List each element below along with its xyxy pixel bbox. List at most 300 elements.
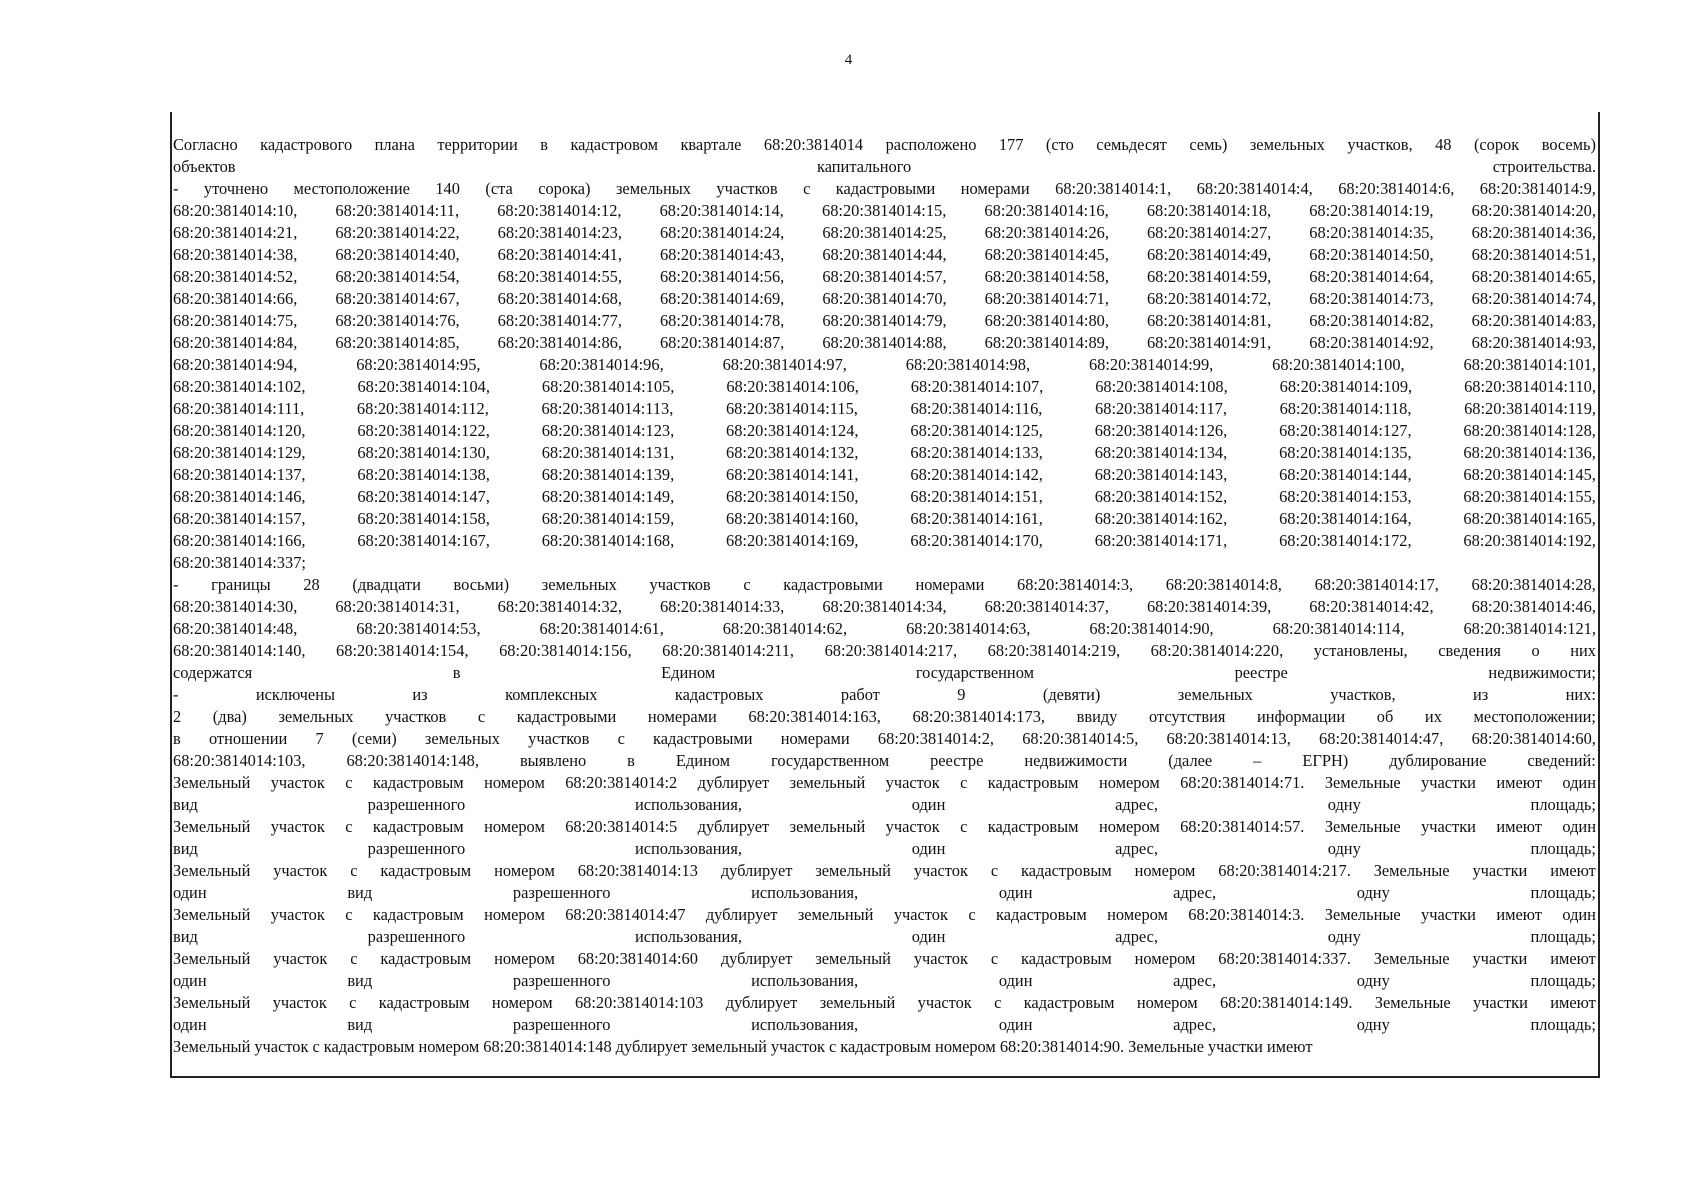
word: 68:20:3814014:163, bbox=[748, 707, 881, 726]
word: участок bbox=[273, 949, 328, 968]
word: использования, bbox=[751, 971, 859, 990]
word: 68:20:3814014:38, bbox=[173, 245, 298, 264]
word: 68:20:3814014:153, bbox=[1279, 487, 1412, 506]
paragraph bbox=[173, 816, 1596, 860]
word: их bbox=[1424, 707, 1442, 726]
text-line bbox=[173, 882, 1596, 904]
text-line bbox=[173, 992, 1596, 1014]
word: один bbox=[1562, 905, 1596, 924]
word: 68:20:3814014:149. bbox=[1219, 993, 1353, 1012]
word: вид bbox=[173, 795, 198, 814]
word: работ bbox=[840, 685, 880, 704]
word: земельный bbox=[691, 1037, 767, 1056]
word: реестре bbox=[930, 751, 984, 770]
word: 68:20:3814014:75, bbox=[173, 311, 298, 330]
word: 9 bbox=[957, 685, 966, 704]
word: 68:20:3814014:148 bbox=[483, 1037, 612, 1056]
word: 68:20:3814014:98, bbox=[905, 355, 1031, 374]
text-line bbox=[173, 486, 1596, 508]
word: один bbox=[1562, 817, 1596, 836]
word: один bbox=[998, 1015, 1033, 1034]
word: 68:20:3814014:23, bbox=[497, 223, 622, 242]
word: Земельный bbox=[173, 993, 251, 1012]
word: 68:20:3814014:96, bbox=[539, 355, 664, 374]
word: отношении bbox=[208, 729, 288, 748]
word: в bbox=[540, 135, 549, 154]
word: – bbox=[1253, 751, 1262, 770]
text-line bbox=[173, 134, 1596, 156]
word: 68:20:3814014:17, bbox=[1314, 575, 1439, 594]
word: с bbox=[345, 773, 353, 792]
word: о bbox=[1531, 641, 1540, 660]
word: сведения bbox=[1438, 641, 1501, 660]
word: с bbox=[990, 861, 999, 880]
word: Земельный bbox=[173, 861, 251, 880]
word: 68:20:3814014:80, bbox=[984, 311, 1109, 330]
word: земельных bbox=[615, 179, 691, 198]
word: номером bbox=[494, 949, 555, 968]
word: номером bbox=[418, 1037, 480, 1056]
word: 68:20:3814014:50, bbox=[1309, 245, 1434, 264]
text-line bbox=[173, 596, 1596, 618]
word: 68:20:3814014:116, bbox=[910, 399, 1043, 418]
word: 68:20:3814014:122, bbox=[357, 421, 490, 440]
word: номером bbox=[1134, 861, 1196, 880]
word: об bbox=[1376, 707, 1394, 726]
word: имеют bbox=[1550, 993, 1596, 1012]
word: комплексных bbox=[505, 685, 598, 704]
word: из bbox=[1472, 685, 1489, 704]
word: земельный bbox=[797, 905, 874, 924]
word: 68:20:3814014:31, bbox=[335, 597, 460, 616]
word: вид bbox=[347, 1015, 373, 1034]
word: номером bbox=[1134, 949, 1196, 968]
word: 68:20:3814014:128, bbox=[1463, 421, 1596, 440]
word: 2 bbox=[173, 707, 182, 726]
word: (двадцати bbox=[352, 575, 421, 594]
word: 68:20:3814014:64, bbox=[1309, 267, 1434, 286]
word: 68:20:3814014:3, bbox=[1017, 575, 1134, 594]
word: номерами bbox=[780, 729, 850, 748]
word: 68:20:3814014:86, bbox=[497, 333, 622, 352]
word: 68:20:3814014:33, bbox=[659, 597, 785, 616]
word: 68:20:3814014:220, bbox=[1150, 641, 1284, 660]
word: 68:20:3814014:154, bbox=[336, 641, 469, 660]
word: с bbox=[829, 1037, 837, 1056]
word: - bbox=[173, 685, 179, 704]
word: дублирует bbox=[725, 993, 798, 1012]
word: недвижимости bbox=[1024, 751, 1128, 770]
word: 68:20:3814014:219, bbox=[987, 641, 1121, 660]
word: с bbox=[617, 729, 625, 748]
word: 68:20:3814014:150, bbox=[726, 487, 859, 506]
word: 68:20:3814014:43, bbox=[659, 245, 785, 264]
word: с bbox=[803, 179, 811, 198]
word: 68:20:3814014:89, bbox=[984, 333, 1109, 352]
word: 68:20:3814014:57. bbox=[1180, 817, 1305, 836]
text-line bbox=[173, 288, 1596, 310]
word: 68:20:3814014:134, bbox=[1094, 443, 1228, 462]
word: 28 bbox=[303, 575, 320, 594]
word: с bbox=[968, 905, 976, 924]
word: участок bbox=[913, 861, 968, 880]
word: 68:20:3814014:217. bbox=[1218, 861, 1351, 880]
word: строительства. bbox=[1492, 157, 1596, 176]
word: номером bbox=[484, 905, 545, 924]
word: 68:20:3814014:63, bbox=[906, 619, 1031, 638]
word: Земельные bbox=[1324, 905, 1401, 924]
word: 68:20:3814014:30, bbox=[173, 597, 298, 616]
word: дублирует bbox=[720, 949, 793, 968]
word: местоположении; bbox=[1473, 707, 1596, 726]
text-line bbox=[173, 420, 1596, 442]
word: 177 bbox=[998, 135, 1024, 154]
text-line bbox=[173, 618, 1596, 640]
word: 68:20:3814014:217, bbox=[824, 641, 958, 660]
paragraph bbox=[173, 904, 1596, 948]
word: 68:20:3814014:13 bbox=[577, 861, 698, 880]
word: 68:20:3814014:5 bbox=[565, 817, 678, 836]
word: адрес, bbox=[1115, 927, 1158, 946]
word: границы bbox=[211, 575, 271, 594]
word: использования, bbox=[634, 927, 742, 946]
word: кадастровыми bbox=[783, 575, 883, 594]
word: 68:20:3814014:20, bbox=[1471, 201, 1596, 220]
word: восемь) bbox=[1541, 135, 1596, 154]
word: 68:20:3814014:60 bbox=[577, 949, 698, 968]
word: Земельные bbox=[1324, 817, 1401, 836]
word: 68:20:3814014:337. bbox=[1218, 949, 1351, 968]
word: дублирует bbox=[615, 1037, 688, 1056]
word: 68:20:3814014:167, bbox=[357, 531, 490, 550]
word: с bbox=[350, 861, 358, 880]
word: 68:20:3814014:171, bbox=[1094, 531, 1228, 550]
word: Земельный bbox=[173, 905, 251, 924]
word: 68:20:3814014:130, bbox=[357, 443, 490, 462]
word: с bbox=[345, 905, 353, 924]
word: земельных bbox=[1249, 135, 1325, 154]
text-line bbox=[173, 640, 1596, 662]
word: 68:20:3814014:123, bbox=[541, 421, 675, 440]
text-line bbox=[173, 1014, 1596, 1036]
word: 68:20:3814014:93, bbox=[1471, 333, 1596, 352]
word: 68:20:3814014:124, bbox=[726, 421, 859, 440]
paragraph bbox=[173, 574, 1596, 684]
word: семьдесят bbox=[1096, 135, 1167, 154]
word: площадь; bbox=[1530, 1015, 1596, 1034]
word: Земельный bbox=[173, 773, 251, 792]
word: 68:20:3814014:58, bbox=[984, 267, 1109, 286]
word: кадастровом bbox=[570, 135, 658, 154]
word: одну bbox=[1356, 883, 1390, 902]
word: одну bbox=[1327, 795, 1361, 814]
word: 68:20:3814014:158, bbox=[357, 509, 490, 528]
word: 68:20:3814014:65, bbox=[1471, 267, 1596, 286]
word: 68:20:3814014:146, bbox=[173, 487, 306, 506]
text-line bbox=[173, 552, 1596, 574]
text-line bbox=[173, 970, 1596, 992]
word: 68:20:3814014:11, bbox=[335, 201, 460, 220]
word: 68:20:3814014:168, bbox=[541, 531, 675, 550]
word: 68:20:3814014:90, bbox=[1089, 619, 1214, 638]
word: участки bbox=[1207, 1037, 1263, 1056]
word: имеют bbox=[1496, 905, 1542, 924]
word: один bbox=[998, 883, 1033, 902]
word: земельный bbox=[815, 861, 891, 880]
word: с bbox=[345, 817, 353, 836]
text-line bbox=[173, 200, 1596, 222]
word: с bbox=[960, 817, 968, 836]
word: площадь; bbox=[1530, 839, 1596, 858]
word: площадь; bbox=[1530, 971, 1596, 990]
word: 68:20:3814014:138, bbox=[357, 465, 490, 484]
word: участок bbox=[273, 861, 328, 880]
word: 68:20:3814014:81, bbox=[1146, 311, 1272, 330]
word: Земельные bbox=[1374, 993, 1451, 1012]
word: с bbox=[312, 1037, 320, 1056]
word: Едином bbox=[661, 663, 716, 682]
word: 68:20:3814014:45, bbox=[984, 245, 1109, 264]
word: один bbox=[998, 971, 1033, 990]
word: вид bbox=[173, 839, 198, 858]
page-number: 4 bbox=[844, 52, 853, 68]
word: адрес, bbox=[1173, 971, 1217, 990]
word: 68:20:3814014:107, bbox=[910, 377, 1044, 396]
word: вид bbox=[347, 971, 373, 990]
word: в bbox=[173, 729, 181, 748]
word: 68:20:3814014:173, bbox=[912, 707, 1045, 726]
word: номером bbox=[935, 1037, 996, 1056]
word: 68:20:3814014:60, bbox=[1471, 729, 1596, 748]
word: Земельные bbox=[1373, 949, 1450, 968]
word: территории bbox=[437, 135, 518, 154]
word: дублирует bbox=[697, 817, 770, 836]
word: 68:20:3814014:73, bbox=[1309, 289, 1434, 308]
word: 68:20:3814014:59, bbox=[1146, 267, 1272, 286]
word: Едином bbox=[675, 751, 731, 770]
word: 68:20:3814014:41, bbox=[497, 245, 622, 264]
word: участки bbox=[1472, 861, 1528, 880]
word: 68:20:3814014:143, bbox=[1094, 465, 1228, 484]
word: участок bbox=[917, 993, 972, 1012]
text-line bbox=[173, 244, 1596, 266]
word: разрешенного bbox=[367, 927, 466, 946]
word: участков bbox=[528, 729, 590, 748]
word: 68:20:3814014:67, bbox=[335, 289, 460, 308]
word: кадастровым bbox=[378, 993, 470, 1012]
text-line bbox=[173, 904, 1596, 926]
word: 68:20:3814014:135, bbox=[1279, 443, 1412, 462]
word: семь) bbox=[1189, 135, 1228, 154]
word: участки bbox=[1421, 817, 1476, 836]
text-line bbox=[173, 530, 1596, 552]
word: информации bbox=[1257, 707, 1346, 726]
word: разрешенного bbox=[367, 795, 466, 814]
word: номером bbox=[1136, 993, 1198, 1012]
word: участков bbox=[716, 179, 778, 198]
text-line bbox=[173, 332, 1596, 354]
word: дублирует bbox=[697, 773, 770, 792]
word: 68:20:3814014:120, bbox=[173, 421, 306, 440]
word: один bbox=[173, 1015, 207, 1034]
text-line bbox=[173, 662, 1596, 684]
word: одну bbox=[1356, 1015, 1390, 1034]
text-line bbox=[173, 178, 1596, 200]
word: участков, bbox=[1347, 135, 1413, 154]
word: кадастровыми bbox=[516, 707, 617, 726]
word: участок bbox=[254, 1037, 309, 1056]
word: участок bbox=[270, 817, 325, 836]
word: 68:20:3814014:52, bbox=[173, 267, 298, 286]
word: 68:20:3814014:144, bbox=[1279, 465, 1412, 484]
text-line bbox=[173, 266, 1596, 288]
word: 68:20:3814014:10, bbox=[173, 201, 298, 220]
word: них: bbox=[1565, 685, 1596, 704]
word: 68:20:3814014:337; bbox=[173, 553, 306, 572]
word: 68:20:3814014:14, bbox=[659, 201, 784, 220]
word: 68:20:3814014:16, bbox=[984, 201, 1109, 220]
text-line bbox=[173, 508, 1596, 530]
text-line bbox=[173, 706, 1596, 728]
word: 68:20:3814014:34, bbox=[822, 597, 947, 616]
word: 68:20:3814014:147, bbox=[357, 487, 490, 506]
word: участков bbox=[649, 575, 711, 594]
word: один bbox=[173, 971, 207, 990]
word: один bbox=[911, 839, 946, 858]
word: кадастровых bbox=[674, 685, 764, 704]
word: 68:20:3814014:91, bbox=[1146, 333, 1272, 352]
word: 68:20:3814014:28, bbox=[1471, 575, 1596, 594]
word: 68:20:3814014:90. bbox=[999, 1037, 1125, 1056]
word: 68:20:3814014:151, bbox=[910, 487, 1043, 506]
paragraph bbox=[173, 948, 1596, 992]
word: с bbox=[349, 993, 357, 1012]
word: 68:20:3814014:164, bbox=[1279, 509, 1412, 528]
word: 68:20:3814014:8, bbox=[1165, 575, 1282, 594]
word: 68:20:3814014:32, bbox=[497, 597, 622, 616]
word: 68:20:3814014:192, bbox=[1463, 531, 1596, 550]
word: выявлено bbox=[519, 751, 587, 770]
word: 68:20:3814014:36, bbox=[1471, 223, 1596, 242]
word: участки bbox=[1421, 773, 1476, 792]
word: с bbox=[994, 993, 1002, 1012]
word: имеют bbox=[1550, 861, 1596, 880]
word: участки bbox=[1472, 949, 1528, 968]
paragraph bbox=[173, 134, 1596, 178]
word: 68:20:3814014:76, bbox=[335, 311, 460, 330]
word: разрешенного bbox=[512, 971, 611, 990]
text-line bbox=[173, 354, 1596, 376]
paragraph bbox=[173, 1036, 1596, 1058]
word: один bbox=[173, 883, 207, 902]
word: в bbox=[452, 663, 461, 682]
word: номером bbox=[1098, 773, 1160, 792]
word: адрес, bbox=[1115, 795, 1158, 814]
word: 68:20:3814014:105, bbox=[541, 377, 675, 396]
word: имеют bbox=[1266, 1037, 1313, 1056]
word: номером bbox=[494, 861, 555, 880]
word: государственном bbox=[771, 751, 890, 770]
word: Земельные bbox=[1373, 861, 1450, 880]
word: - bbox=[173, 179, 179, 198]
paragraph bbox=[173, 684, 1596, 706]
word: 140 bbox=[435, 179, 460, 198]
word: номером bbox=[491, 993, 553, 1012]
text-line bbox=[173, 376, 1596, 398]
word: одну bbox=[1327, 839, 1361, 858]
text-line bbox=[173, 398, 1596, 420]
word: 68:20:3814014:13, bbox=[1166, 729, 1291, 748]
word: кадастровыми bbox=[835, 179, 936, 198]
word: 68:20:3814014:77, bbox=[497, 311, 622, 330]
word: вид bbox=[173, 927, 198, 946]
word: 68:20:3814014:111, bbox=[173, 399, 305, 418]
document-body bbox=[173, 134, 1596, 1058]
word: 68:20:3814014:104, bbox=[357, 377, 490, 396]
word: один bbox=[911, 927, 946, 946]
word: дублирование bbox=[1389, 751, 1487, 770]
word: участок bbox=[270, 773, 325, 792]
word: 68:20:3814014:119, bbox=[1464, 399, 1596, 418]
word: с bbox=[990, 949, 999, 968]
word: земельных bbox=[424, 729, 500, 748]
word: 68:20:3814014:109, bbox=[1279, 377, 1413, 396]
text-line bbox=[173, 222, 1596, 244]
text-line bbox=[173, 1036, 1596, 1058]
paragraph bbox=[173, 178, 1596, 574]
word: 68:20:3814014:92, bbox=[1309, 333, 1434, 352]
word: 68:20:3814014:71, bbox=[984, 289, 1109, 308]
text-line bbox=[173, 948, 1596, 970]
word: кадастровым bbox=[840, 1037, 932, 1056]
word: с bbox=[350, 949, 358, 968]
word: 68:20:3814014:127, bbox=[1279, 421, 1412, 440]
word: 68:20:3814014:9, bbox=[1479, 179, 1596, 198]
word: кадастровым bbox=[372, 773, 464, 792]
word: использования, bbox=[634, 839, 742, 858]
word: 68:20:3814014:169, bbox=[726, 531, 859, 550]
word: квартале bbox=[680, 135, 742, 154]
word: 68:20:3814014:72, bbox=[1146, 289, 1272, 308]
word: расположено bbox=[885, 135, 977, 154]
word: 68:20:3814014:108, bbox=[1095, 377, 1228, 396]
word: 68:20:3814014:87, bbox=[659, 333, 785, 352]
word: 68:20:3814014:1, bbox=[1055, 179, 1172, 198]
word: 68:20:3814014:82, bbox=[1309, 311, 1434, 330]
word: 68:20:3814014:137, bbox=[173, 465, 306, 484]
word: 68:20:3814014:113, bbox=[541, 399, 674, 418]
word: 68:20:3814014:4, bbox=[1196, 179, 1313, 198]
paragraph bbox=[173, 706, 1596, 728]
word: земельных bbox=[1177, 685, 1253, 704]
word: дублирует bbox=[720, 861, 793, 880]
word: капитального bbox=[817, 157, 912, 176]
word: 68:20:3814014:112, bbox=[356, 399, 489, 418]
word: участок bbox=[885, 773, 940, 792]
word: (ста bbox=[485, 179, 513, 198]
word: 68:20:3814014:42, bbox=[1309, 597, 1434, 616]
word: (семи) bbox=[351, 729, 397, 748]
word: 68:20:3814014:145, bbox=[1463, 465, 1596, 484]
word: 68:20:3814014:44, bbox=[822, 245, 947, 264]
text-line bbox=[173, 684, 1596, 706]
word: участок bbox=[770, 1037, 825, 1056]
word: имеют bbox=[1550, 949, 1596, 968]
word: Земельный bbox=[173, 1037, 251, 1056]
paragraph bbox=[173, 728, 1596, 772]
word: 68:20:3814014:95, bbox=[356, 355, 481, 374]
word: 68:20:3814014:118, bbox=[1279, 399, 1412, 418]
